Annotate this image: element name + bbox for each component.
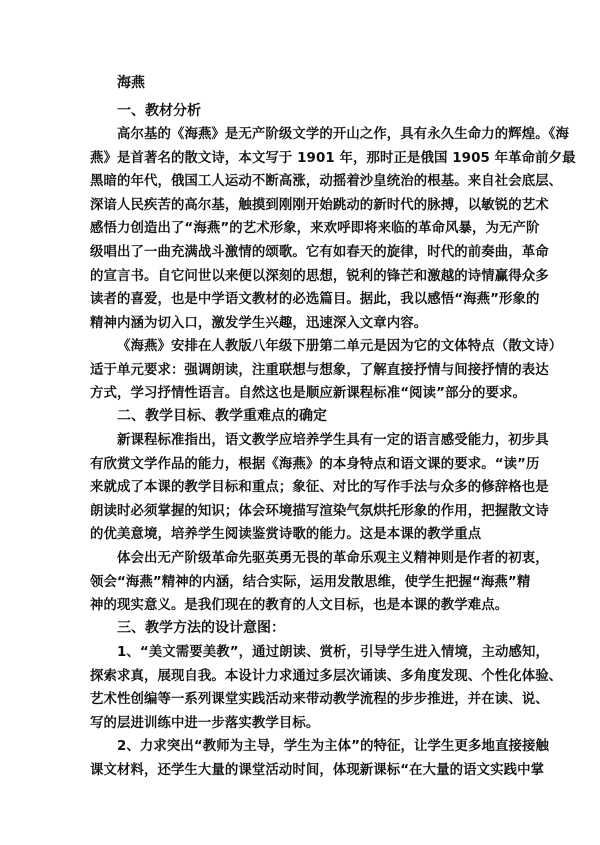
section-3-paragraph-2: 2、力求突出“教师为主导，学生为主体”的特征，让学生更多地直接接触 课文材料，还学生大量的课堂活动时间，体现新课标“在大量的语文实践中掌: [90, 739, 549, 778]
section-3-paragraph-1: 1、“美文需要美教”，通过朗读、赏析，引导学生进入情境，主动感知， 探索求真，展现自我。本设计力求通过多层次诵读、多角度发现、个性化体验、 艺术性创编等一系列课堂实践活动来带动教学流程的步步推进，并在读、说、 写的层进训练中进一步落实教学目标。: [90, 645, 563, 731]
section-1-paragraph-1: 高尔基的《海燕》是无产阶级文学的开山之作，具有永久生命力的辉煌。《海 燕》是首著名的散文诗，本文写于 1901 年，那时正是俄国 1905 年革命前夕最 黑暗的年代，俄国工人运动不断高涨，动摇着沙皇统治的根基。来自社会底层、 深谙人民疾苦的高尔基，触摸到刚刚开始跳动的新时代的脉搏，以敏锐的艺术 感悟力创造出了“海燕”的艺术形象，来欢呼即将来临的革命风暴，为无产阶 级唱出了一曲充满战斗激情的颂歌。它有如春天的旋律，时代的前奏曲，革命 的宣言书。自它问世以来便以深刻的思想，锐利的锋芒和激越的诗情赢得众多 读者的喜爱，也是中学语文教材的必选篇目。据此，我以感悟“海燕”形象的 精神内涵为切入口，激发学生兴趣，迅速深入文章内容。: [90, 127, 576, 331]
section-heading-2: 二、教学目标、教学重难点的确定: [117, 408, 327, 424]
document-title: 海燕: [117, 75, 145, 91]
section-2-paragraph-2: 体会出无产阶级革命先驱英勇无畏的革命乐观主义精神则是作者的初衷， 领会“海燕”精神的内涵，结合实际，运用发散思维，使学生把握“海燕”精 神的现实意义。是我们现在的教育的人文目标，也是本课的教学难点。: [90, 551, 549, 614]
section-1-paragraph-2: 《海燕》安排在人教版八年级下册第二单元是因为它的文体特点（散文诗） 适于单元要求：强调朗读，注重联想与想象，了解直接抒情与间接抒情的表达 方式，学习抒情性语言。自然这也是顺应新课程标准“阅读”部分的要求。: [90, 339, 563, 402]
section-2-paragraph-1: 新课程标准指出，语文教学应培养学生具有一定的语言感受能力，初步具 有欣赏文学作品的能力，根据《海燕》的本身特点和语文课的要求。“读”历 来就成了本课的教学目标和重点；象征、对比的写作手法与众多的修辞格也是 朗读时必须掌握的知识；体会环境描写渲染气氛烘托形象的作用，把握散文诗 的优美意境，培养学生阅读鉴赏诗歌的能力。这是本课的教学重点: [90, 433, 549, 543]
section-heading-3: 三、教学方法的设计意图：: [117, 620, 285, 636]
section-heading-1: 一、教材分析: [117, 103, 201, 119]
